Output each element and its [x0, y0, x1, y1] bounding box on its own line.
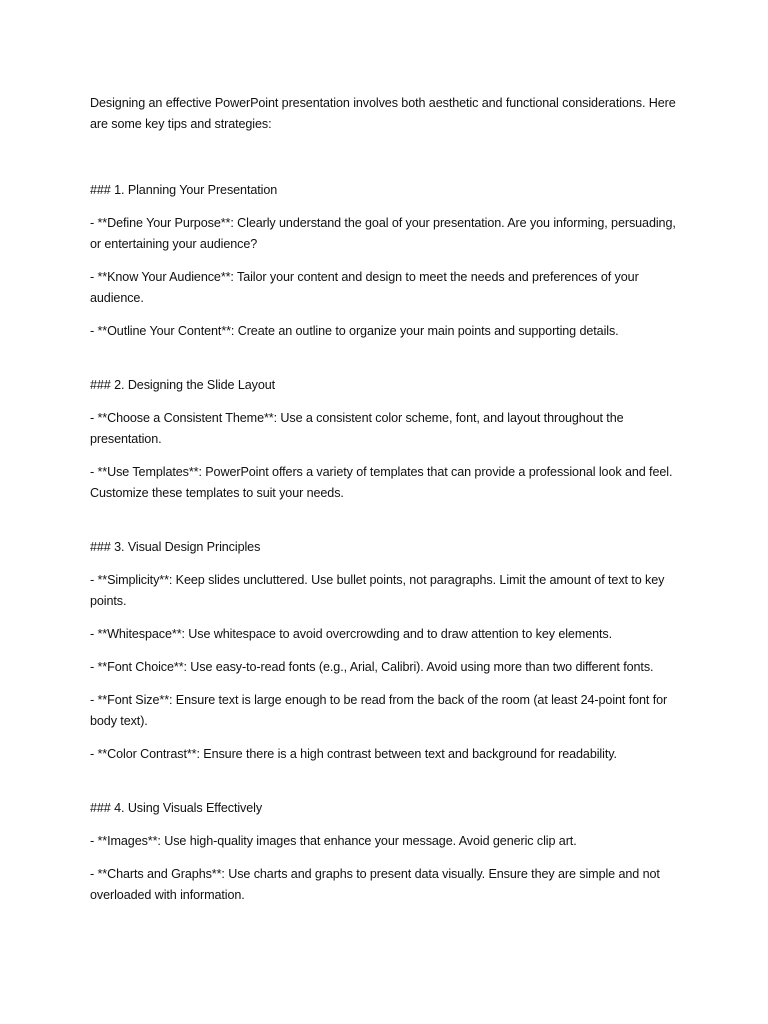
list-item: - **Outline Your Content**: Create an outline to organize your main points and supporting details. — [90, 324, 619, 338]
section-slide-layout — [90, 375, 690, 504]
list-item: - **Use Templates**: PowerPoint offers a variety of templates that can provide a professional look and feel. Customize these templates to suit your needs. — [90, 465, 673, 500]
list-item: - **Charts and Graphs**: Use charts and graphs to present data visually. Ensure they are simple and not overloaded with information. — [90, 867, 660, 902]
list-item: - **Font Choice**: Use easy-to-read fonts (e.g., Arial, Calibri). Avoid using more than two different fonts. — [90, 660, 654, 674]
list-item: - **Font Size**: Ensure text is large enough to be read from the back of the room (at least 24-point font for body text). — [90, 693, 668, 728]
list-item: - **Images**: Use high-quality images that enhance your message. Avoid generic clip art. — [90, 834, 577, 848]
list-item: - **Simplicity**: Keep slides uncluttered. Use bullet points, not paragraphs. Limit the amount of text to key points. — [90, 573, 665, 608]
list-item: - **Choose a Consistent Theme**: Use a consistent color scheme, font, and layout throughout the presentation. — [90, 411, 624, 446]
list-item: - **Know Your Audience**: Tailor your content and design to meet the needs and preferences of your audience. — [90, 270, 639, 305]
section-heading: ### 2. Designing the Slide Layout — [90, 378, 276, 392]
document-body — [90, 93, 690, 939]
section-visual-design — [90, 537, 690, 765]
section-planning — [90, 180, 690, 342]
section-heading: ### 4. Using Visuals Effectively — [90, 801, 263, 815]
section-heading: ### 1. Planning Your Presentation — [90, 183, 278, 197]
list-item: - **Color Contrast**: Ensure there is a high contrast between text and background for readability. — [90, 747, 617, 761]
list-item: - **Whitespace**: Use whitespace to avoid overcrowding and to draw attention to key elements. — [90, 627, 613, 641]
section-heading: ### 3. Visual Design Principles — [90, 540, 261, 554]
list-item: - **Define Your Purpose**: Clearly understand the goal of your presentation. Are you informing, persuading, or entertaining your audience? — [90, 216, 676, 251]
section-visuals — [90, 798, 690, 906]
intro-paragraph: Designing an effective PowerPoint presentation involves both aesthetic and functional considerations. Here are some key tips and strategies: — [90, 96, 676, 131]
